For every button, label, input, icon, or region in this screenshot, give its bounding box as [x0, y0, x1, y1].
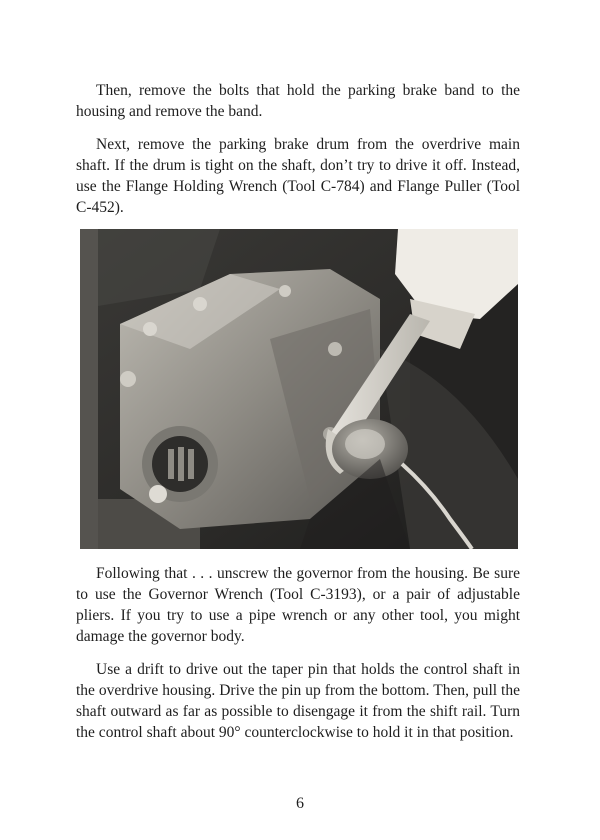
photo-governor-removal: [80, 229, 518, 549]
page-number: 6: [296, 795, 304, 812]
paragraph-remove-taper-pin: Use a drift to drive out the taper pin that holds the control shaft in the overdrive housing. Drive the pin up from the bottom. Then, pull the shaft outward as far as possible to disengage it from the shift rail. Turn the control shaft about 90° counterclockwise to hold it in that position.: [76, 661, 520, 741]
paragraph-remove-brake-drum: Next, remove the parking brake drum from the overdrive main shaft. If the drum is tight on the shaft, don’t try to drive it off. Instead, use the Flange Holding Wrench (Tool C-784) and Flange Puller (Tool C-452).: [76, 136, 520, 216]
photo-illustration: [80, 229, 518, 549]
paragraph-unscrew-governor: Following that . . . unscrew the governor from the housing. Be sure to use the Governor Wrench (Tool C-3193), or a pair of adjustable pliers. If you try to use a pipe wrench or any other tool, you might damage the governor body.: [76, 565, 520, 645]
paragraph-remove-brake-band: Then, remove the bolts that hold the parking brake band to the housing and remove the band.: [76, 82, 520, 120]
